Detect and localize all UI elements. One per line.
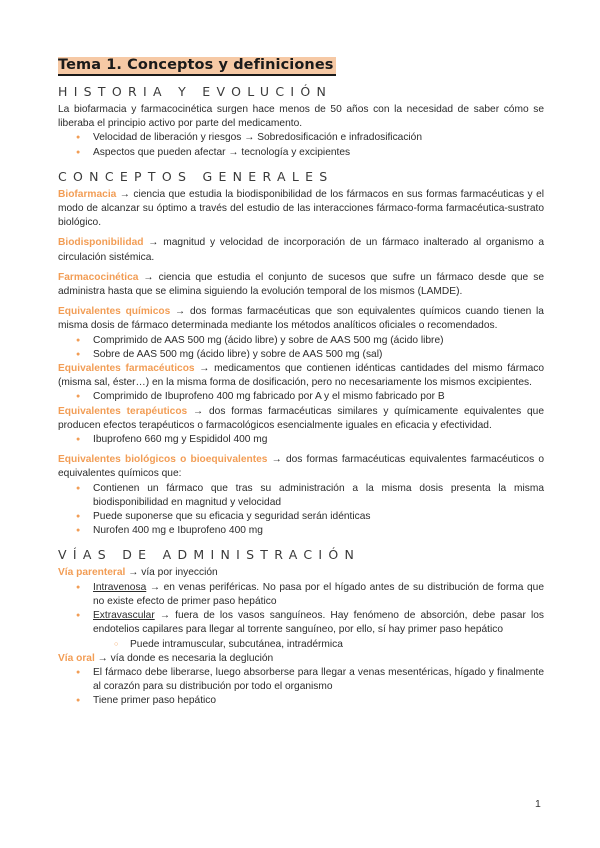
section-heading-historia: HISTORIA Y EVOLUCIÓN [58,84,333,99]
via-oral [58,652,544,666]
definition-text: → dos formas farmacéuticas equivalentes farmacéuticos o equivalentes químicos que: [58,454,544,480]
page-number: 1 [535,798,541,810]
list-item: ● Tiene primer paso hepático [58,694,544,708]
term-equivalentes-terapeuticos: Equivalentes terapéuticos [58,405,188,417]
section-heading-conceptos: CONCEPTOS GENERALES [58,168,334,184]
list-item: ● Ibuprofeno 660 mg y Espididol 400 mg [58,433,544,447]
definition-text: → dos formas farmacéuticas que son equivalentes químicos cuando tienen la misma dosis de fármaco determinada mediante los métodos analíticos oficiales o recomendados. [58,306,544,332]
definition-biofarmacia [58,188,544,231]
list-item: ● El fármaco debe liberarse, luego absorberse para llegar a venas mesentéricas, hígado y finalmente al corazón para su distribución por todo el organismo [58,666,544,694]
list-item: ● Nurofen 400 mg e Ibuprofeno 400 mg [58,524,544,538]
definition-equivalentes-terapeuticos [58,405,544,433]
definition-text: → medicamentos que contienen idénticas cantidades del mismo fármaco (misma sal, éster…) en la misma forma de dosificación, pero no necesariamente los mismos excipientes. [58,363,544,389]
definition-text: → vía donde es necesaria la deglución [94,652,274,664]
definition-farmacocinetica [58,271,544,299]
equivalentes-terapeuticos-list [58,433,544,447]
equivalentes-biologicos-list [58,482,544,539]
definition-equivalentes-quimicos [58,305,544,333]
definition-text: → vía por inyección [125,567,218,579]
term-farmacocinetica: Farmacocinética [58,271,139,283]
via-parenteral-list [58,581,544,652]
extravascular-sublist [58,638,544,652]
definition-text: → en venas periféricas. No pasa por el hígado antes de su distribución de forma que no existe efecto de primer paso hepático [93,581,544,607]
term-via-oral: Vía oral [58,652,95,664]
term-extravascular: Extravascular [93,610,155,622]
historia-list [58,131,544,159]
via-oral-list [58,666,544,709]
term-equivalentes-quimicos: Equivalentes químicos [58,306,171,318]
document-page [58,56,544,709]
section-heading-vias: VÍAS DE ADMINISTRACIÓN [58,547,361,563]
list-item: ● Velocidad de liberación y riesgos → Sobredosificación e infradosificación [58,131,544,145]
equivalentes-quimicos-list [58,334,544,362]
list-item: ● Comprimido de Ibuprofeno 400 mg fabricado por A y el mismo fabricado por B [58,390,544,404]
list-item: ● Comprimido de AAS 500 mg (ácido libre) y sobre de AAS 500 mg (ácido libre) [58,334,544,348]
page-title: Tema 1. Conceptos y definiciones [58,57,336,76]
term-equivalentes-farmaceuticos: Equivalentes farmacéuticos [58,363,195,375]
definition-text: → ciencia que estudia la biodisponibilidad de los fármacos en sus formas farmacéuticas y el modo de alcanzar su óptimo a través del estudio de las interacciones fármaco-forma farmacéutica-sustrato biológico. [58,188,544,229]
via-parenteral [58,566,544,580]
definition-equivalentes-farmaceuticos [58,362,544,390]
list-item: ● Aspectos que pueden afectar → tecnología y excipientes [58,146,544,160]
term-via-parenteral: Vía parenteral [58,567,126,579]
term-equivalentes-biologicos: Equivalentes biológicos o bioequivalentes [58,454,268,466]
list-item: ● Sobre de AAS 500 mg (ácido libre) y sobre de AAS 500 mg (sal) [58,348,544,362]
list-item: ● Contienen un fármaco que tras su administración a la misma dosis presenta la misma biodisponibilidad en magnitud y velocidad [58,482,544,510]
definition-text: → ciencia que estudia el conjunto de sucesos que sufre un fármaco desde que se administra hasta que se elimina siguiendo la evolución temporal de los mismos (LAMDE). [58,271,544,298]
definition-equivalentes-biologicos [58,453,544,481]
definition-text: → dos formas farmacéuticas similares y químicamente equivalentes que producen efectos terapéuticos o farmacológicos esencialmente iguales en eficacia y efectividad. [58,405,544,431]
list-item-intravenosa [58,581,544,609]
list-item: ● Puede suponerse que su eficacia y seguridad serán idénticas [58,510,544,524]
definition-text: → magnitud y velocidad de incorporación de un fármaco inalterado al organismo a circulación sistémica. [58,237,544,263]
historia-intro: La biofarmacia y farmacocinética surgen hace menos de 50 años con la necesidad de saber cómo se liberaba el principio activo por parte del medicamento. [58,104,544,130]
definition-biodisponibilidad [58,236,544,264]
list-item-extravascular [58,609,544,652]
term-intravenosa: Intravenosa [93,581,147,593]
term-biodisponibilidad: Biodisponibilidad [58,237,144,249]
list-item: ○ Puede intramuscular, subcutánea, intradérmica [58,638,544,652]
equivalentes-farmaceuticos-list [58,390,544,404]
definition-text: → fuera de los vasos sanguíneos. Hay fenómeno de absorción, debe pasar los endotelios capilares para llegar al torrente sanguíneo, por ello, sí hay primer paso hepático [93,610,544,636]
term-biofarmacia: Biofarmacia [58,188,117,200]
